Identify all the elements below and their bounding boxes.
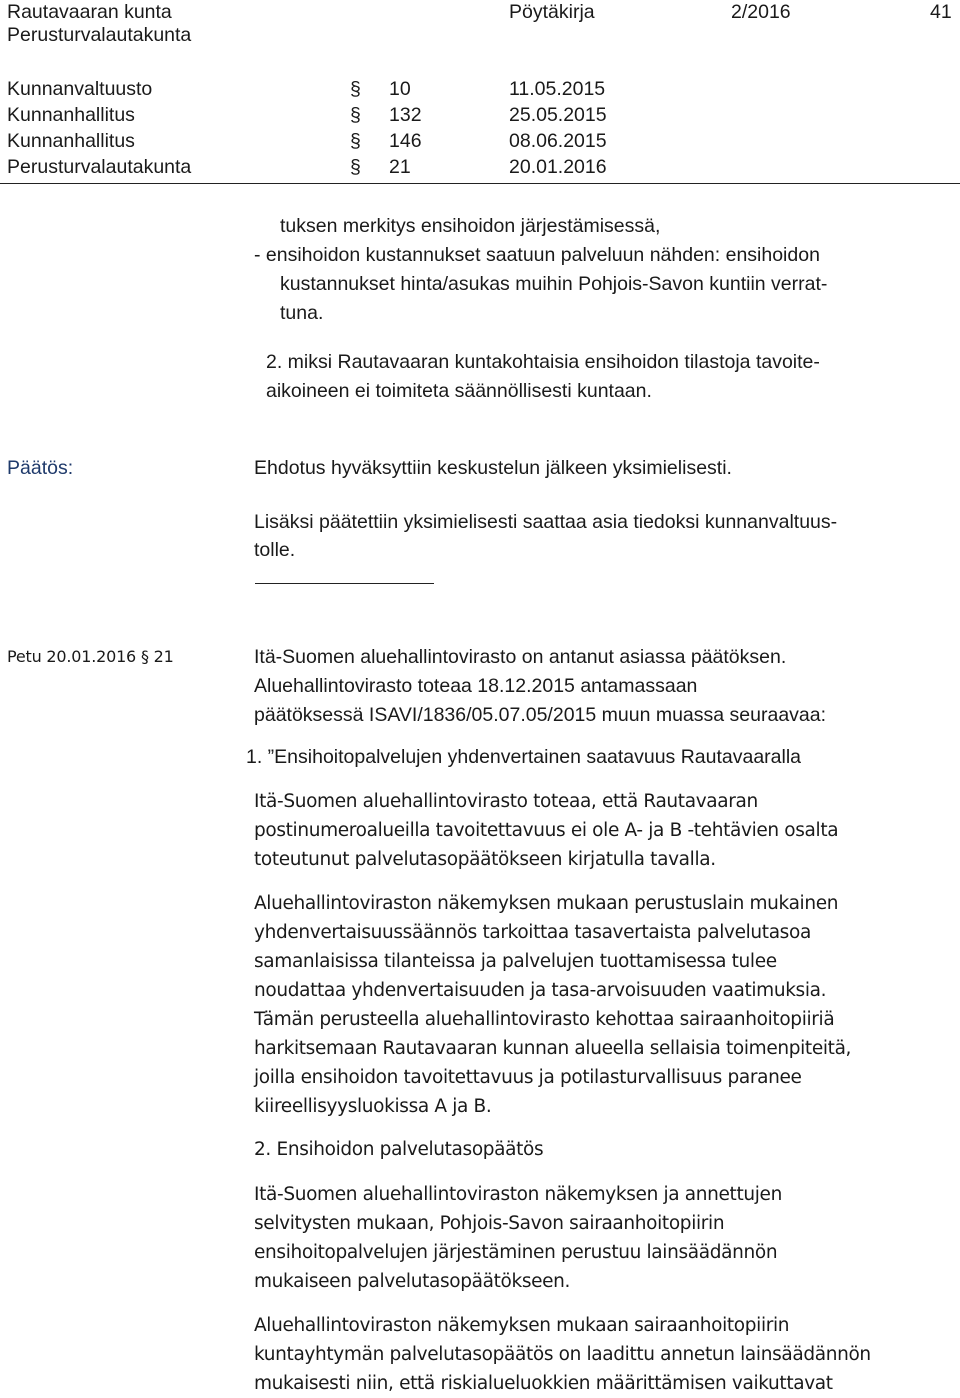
- decision-end-rule: [255, 583, 434, 584]
- text-line: aikoineen ei toimiteta säännöllisesti kuntaan.: [266, 380, 652, 402]
- history-number: 21: [389, 156, 411, 178]
- text-line: Itä-Suomen aluehallintovirasto toteaa, että Rautavaaran: [254, 791, 758, 812]
- meeting-reference: [7, 647, 174, 667]
- section-sign: §: [350, 104, 361, 126]
- section-sign: §: [140, 647, 149, 666]
- history-body: Kunnanvaltuusto: [7, 78, 153, 100]
- item-1-heading: 1. ”Ensihoitopalvelujen yhdenvertainen saatavuus Rautavaaralla: [246, 746, 802, 768]
- history-body: Kunnanhallitus: [7, 130, 135, 152]
- text-line: joilla ensihoidon tavoitettavuus ja potilasturvallisuus paranee: [254, 1067, 802, 1088]
- paragraph-3: [254, 1180, 954, 1296]
- history-date: 20.01.2016: [509, 156, 607, 178]
- text-line: 2. miksi Rautavaaran kuntakohtaisia ensihoidon tilastoja tavoite-: [266, 351, 820, 373]
- text-line: Aluehallintoviraston näkemyksen mukaan perustuslain mukainen: [254, 893, 839, 914]
- text-line: mukaiseen palvelutasopäätökseen.: [254, 1271, 571, 1292]
- text-line: tuna.: [280, 302, 324, 324]
- section-sign: §: [350, 156, 361, 178]
- text-line: Aluehallintoviraston näkemyksen mukaan sairaanhoitopiirin: [254, 1315, 790, 1336]
- decision-text: Lisäksi päätettiin yksimielisesti saattaa asia tiedoksi kunnanvaltuus-: [254, 511, 838, 533]
- text-line: Aluehallintovirasto toteaa 18.12.2015 antamassaan: [254, 675, 698, 697]
- text-line: samanlaisissa tilanteissa ja palvelujen tuottamisessa tulee: [254, 951, 777, 972]
- board-name: Perusturvalautakunta: [7, 24, 192, 46]
- page-number: 41: [930, 1, 952, 23]
- text-line: - ensihoidon kustannukset saatuun palveluun nähden: ensihoidon: [254, 244, 820, 266]
- decision-label: Päätös:: [7, 457, 74, 479]
- text-line: toteutunut palvelutasopäätökseen kirjatulla tavalla.: [254, 849, 716, 870]
- text-line: selvitysten mukaan, Pohjois-Savon sairaanhoitopiirin: [254, 1213, 725, 1234]
- text-line: kiireellisyysluokissa A ja B.: [254, 1096, 492, 1117]
- text-line: noudattaa yhdenvertaisuuden ja tasa-arvoisuuden vaatimuksia.: [254, 980, 827, 1001]
- text-line: mukaisesti niin, että riskialueluokkien määrittämisen vaikuttavat: [254, 1373, 833, 1394]
- paragraph-2: [254, 889, 954, 1121]
- text-line: Itä-Suomen aluehallintoviraston näkemyksen ja annettujen: [254, 1184, 782, 1205]
- history-date: 08.06.2015: [509, 130, 607, 152]
- section-sign: §: [350, 78, 361, 100]
- history-number: 10: [389, 78, 411, 100]
- meeting-date: Petu 20.01.2016: [7, 647, 137, 666]
- decision-text: tolle.: [254, 539, 296, 561]
- text-line: kustannukset hinta/asukas muihin Pohjois-Savon kuntiin verrat-: [280, 273, 828, 295]
- item-2-heading: 2. Ensihoidon palvelutasopäätös: [254, 1139, 544, 1160]
- history-body: Kunnanhallitus: [7, 104, 135, 126]
- decision-text: Ehdotus hyväksyttiin keskustelun jälkeen yksimielisesti.: [254, 457, 732, 479]
- paragraph-1: [254, 787, 954, 874]
- text-line: Itä-Suomen aluehallintovirasto on antanut asiassa päätöksen.: [254, 646, 787, 668]
- municipality-name: Rautavaaran kunta: [7, 1, 172, 23]
- document-number: 2/2016: [731, 1, 791, 23]
- history-body: Perusturvalautakunta: [7, 156, 192, 178]
- text-line: päätöksessä ISAVI/1836/05.07.05/2015 muun muassa seuraavaa:: [254, 704, 827, 726]
- text-line: postinumeroalueilla tavoitettavuus ei ole A- ja B -tehtävien osalta: [254, 820, 839, 841]
- text-line: harkitsemaan Rautavaaran kunnan alueella sellaisia toimenpiteitä,: [254, 1038, 852, 1059]
- text-line: kuntayhtymän palvelutasopäätös on laadittu annetun lainsäädännön: [254, 1344, 871, 1365]
- paragraph-4: [254, 1311, 954, 1398]
- section-sign: §: [350, 130, 361, 152]
- document-type: Pöytäkirja: [509, 1, 595, 23]
- history-date: 25.05.2015: [509, 104, 607, 126]
- history-date: 11.05.2015: [509, 78, 606, 100]
- section-number: 21: [153, 647, 174, 666]
- text-line: ensihoitopalvelujen järjestäminen perustuu lainsäädännön: [254, 1242, 778, 1263]
- history-number: 132: [389, 104, 422, 126]
- text-line: yhdenvertaisuussäännös tarkoittaa tasavertaista palvelutasoa: [254, 922, 811, 943]
- text-line: tuksen merkitys ensihoidon järjestämisessä,: [280, 215, 661, 237]
- history-number: 146: [389, 130, 422, 152]
- header-divider: [0, 183, 960, 184]
- text-line: Tämän perusteella aluehallintovirasto kehottaa sairaanhoitopiiriä: [254, 1009, 835, 1030]
